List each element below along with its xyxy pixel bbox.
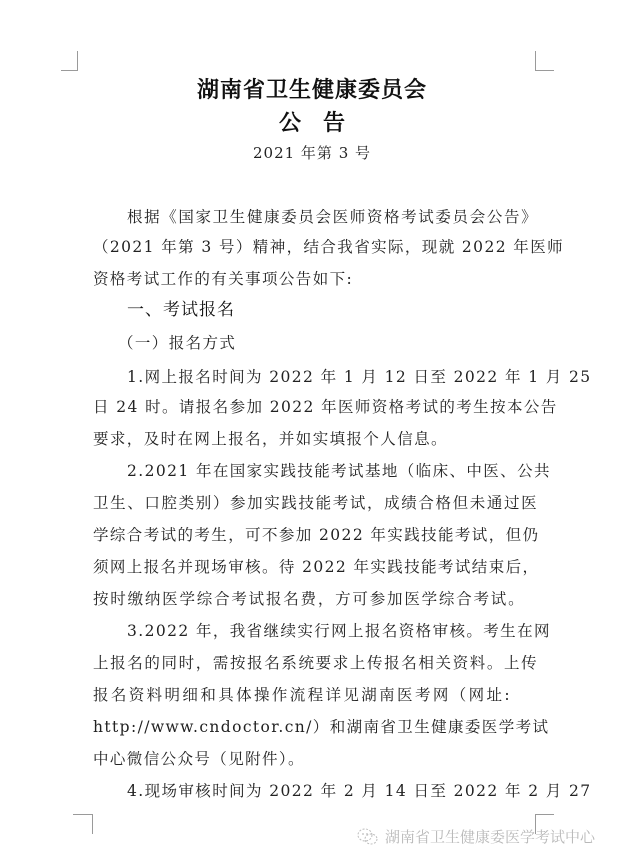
crop-mark-top-right xyxy=(535,51,554,71)
wechat-icon xyxy=(357,827,379,847)
body-line: 中心微信公众号（见附件）。 xyxy=(93,750,305,768)
body-line: （2021 年第 3 号）精神，结合我省实际，现就 2022 年医师 xyxy=(93,238,564,256)
body-line: 日 24 时。请报名参加 2022 年医师资格考试的考生按本公告 xyxy=(93,398,558,416)
body-line: 资格考试工作的有关事项公告如下: xyxy=(93,270,354,288)
body-line: 学综合考试的考生，可不参加 2022 年实践技能考试，但仍 xyxy=(93,526,540,544)
section-heading: 一、考试报名 xyxy=(127,300,235,320)
body-line-url: http://www.cndoctor.cn/）和湖南省卫生健康委医学考试 xyxy=(93,718,550,736)
watermark-text: 湖南省卫生健康委医学考试中心 xyxy=(385,828,596,846)
crop-mark-top-left xyxy=(61,51,78,71)
body-line: 1.网上报名时间为 2022 年 1 月 12 日至 2022 年 1 月 25 xyxy=(127,368,592,386)
document-number: 2021 年第 3 号 xyxy=(252,144,372,162)
issuer-title: 湖南省卫生健康委员会 xyxy=(196,78,427,103)
body-line: 根据《国家卫生健康委员会医师资格考试委员会公告》 xyxy=(127,208,538,226)
body-line: 4.现场审核时间为 2022 年 2 月 14 日至 2022 年 2 月 27 xyxy=(127,782,592,800)
subsection-heading: （一）报名方式 xyxy=(118,334,237,352)
body-line: 要求，及时在网上报名，并如实填报个人信息。 xyxy=(93,430,448,448)
body-line: 卫生、口腔类别）参加实践技能考试，成绩合格但未通过医 xyxy=(93,494,538,512)
body-line: 上报名的同时，需按报名系统要求上传报名相关资料。上传 xyxy=(93,654,538,672)
watermark xyxy=(357,826,595,847)
body-line: 3.2022 年，我省继续实行网上报名资格审核。考生在网 xyxy=(127,622,551,640)
body-line: 2.2021 年在国家实践技能考试基地（临床、中医、公共 xyxy=(127,462,551,480)
body-line: 须网上报名并现场审核。待 2022 年实践技能考试结束后， xyxy=(93,558,540,576)
body-line: 按时缴纳医学综合考试报名费，方可参加医学综合考试。 xyxy=(93,590,525,608)
body-line: 报名资料明细和具体操作流程详见湖南医考网（网址: xyxy=(93,686,511,704)
document-type-title: 公告 xyxy=(278,111,367,136)
crop-mark-bottom-left xyxy=(73,814,93,834)
